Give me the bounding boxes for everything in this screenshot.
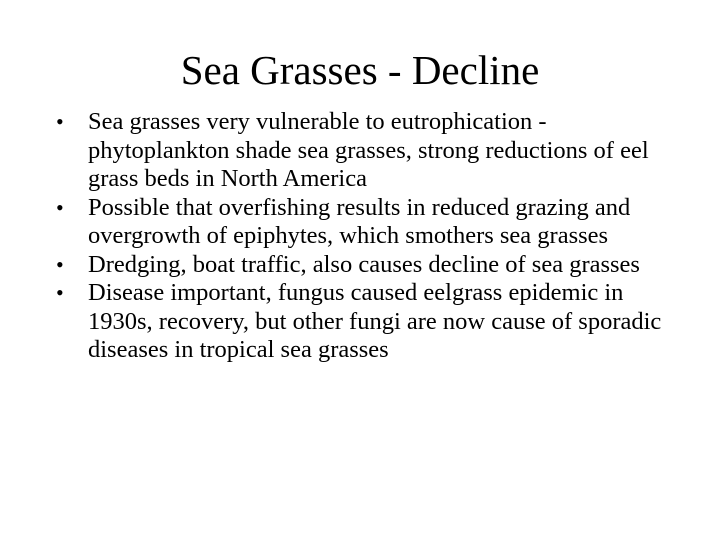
bullet-dot-icon: • bbox=[56, 109, 64, 134]
bullet-dot-icon: • bbox=[56, 251, 64, 277]
bullet-item-disease bbox=[56, 279, 666, 365]
bullet-dot-icon: • bbox=[56, 194, 64, 220]
bullet-text: Sea grasses very vulnerable to eutrophication - phytoplankton shade sea grasses, strong reductions of eel grass beds in North America bbox=[88, 108, 649, 192]
bullet-list bbox=[56, 108, 666, 365]
bullet-text: Disease important, fungus caused eelgrass epidemic in 1930s, recovery, but other fungi are now cause of sporadic diseases in tropical sea grasses bbox=[88, 279, 662, 363]
bullet-text: Dredging, boat traffic, also causes decline of sea grasses bbox=[88, 250, 640, 278]
bullet-item-dredging bbox=[56, 251, 666, 280]
bullet-text: Possible that overfishing results in reduced grazing and overgrowth of epiphytes, which smothers sea grasses bbox=[88, 193, 631, 249]
bullet-item-eutrophication bbox=[56, 108, 666, 194]
bullet-item-overfishing bbox=[56, 194, 666, 251]
bullet-dot-icon: • bbox=[56, 280, 64, 305]
slide-title: Sea Grasses - Decline bbox=[180, 47, 540, 93]
